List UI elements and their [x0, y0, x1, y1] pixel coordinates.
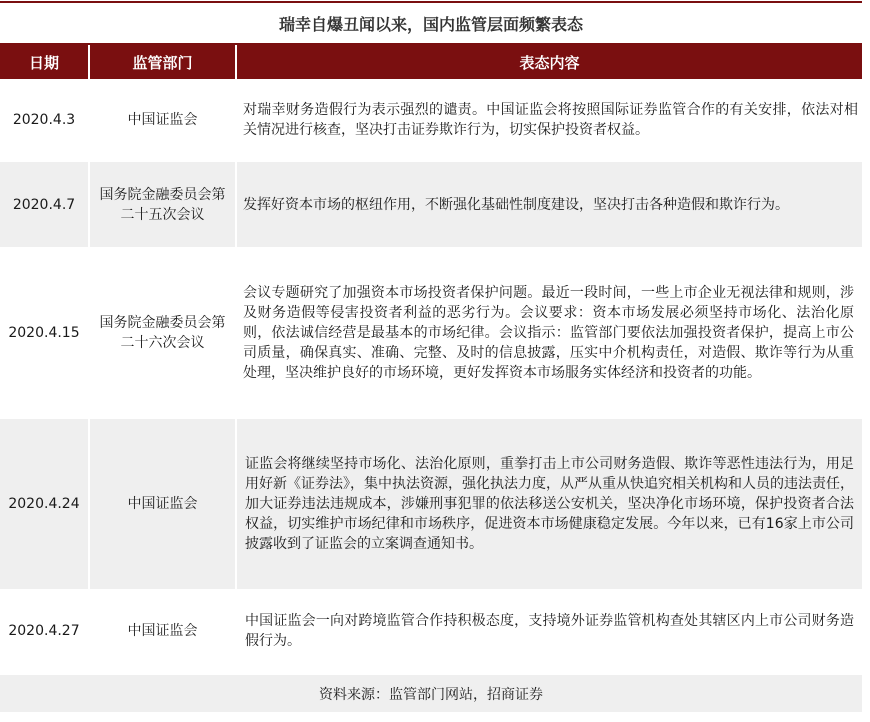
- row-content: 会议专题研究了加强资本市场投资者保护问题。最近一段时间，一些上市企业无视法律和规则，涉及财务造假等侵害投资者利益的恶劣行为。会议要求：资本市场发展必须坚持市场化、法治化原则，依法诚信经营是最基本的市场纪律。会议指示：监管部门要依法加强投资者保护，提高上市公司质量，确保真实、准确、完整、及时的信息披露，压实中介机构责任，对造假、欺诈等行为从重处理，坚决维护良好的市场环境，更好发挥资本市场服务实体经济和投资者的功能。: [237, 249, 862, 419]
- row-content: 对瑞幸财务造假行为表示强烈的谴责。中国证监会将按照国际证券监管合作的有关安排，依法对相关情况进行核查，坚决打击证券欺诈行为，切实保护投资者权益。: [237, 79, 862, 162]
- table-row: [0, 419, 862, 591]
- source-note: 资料来源：监管部门网站，招商证券: [0, 673, 862, 712]
- row-dept: 国务院金融委员会第二十六次会议: [90, 249, 237, 419]
- table-row: [0, 249, 862, 419]
- header-dept: 监管部门: [90, 45, 237, 79]
- row-dept: 中国证监会: [90, 79, 237, 162]
- row-date: 2020.4.15: [0, 249, 90, 419]
- table-title: 瑞幸自爆丑闻以来，国内监管层面频繁表态: [0, 1, 862, 45]
- row-content: 中国证监会一向对跨境监管合作持积极态度，支持境外证券监管机构查处其辖区内上市公司财务造假行为。: [237, 591, 862, 673]
- row-content: 证监会将继续坚持市场化、法治化原则，重拳打击上市公司财务造假、欺诈等恶性违法行为，用足用好新《证券法》，集中执法资源，强化执法力度，从严从重从快追究相关机构和人员的违法责任，加大证券违法违规成本，涉嫌刑事犯罪的依法移送公安机关，坚决净化市场环境，保护投资者合法权益，切实维护市场纪律和市场秩序，促进资本市场健康稳定发展。今年以来，已有16家上市公司披露收到了证监会的立案调查通知书。: [237, 419, 862, 591]
- row-date: 2020.4.27: [0, 591, 90, 673]
- row-date: 2020.4.7: [0, 162, 90, 249]
- row-dept: 中国证监会: [90, 591, 237, 673]
- row-date: 2020.4.3: [0, 79, 90, 162]
- row-dept: 中国证监会: [90, 419, 237, 591]
- row-content: 发挥好资本市场的枢纽作用，不断强化基础性制度建设，坚决打击各种造假和欺诈行为。: [237, 162, 862, 249]
- table-row: [0, 79, 862, 162]
- header-content: 表态内容: [237, 45, 862, 79]
- table-figure: [0, 1, 862, 712]
- statement-table: [0, 45, 862, 673]
- table-row: [0, 591, 862, 673]
- header-date: 日期: [0, 45, 90, 79]
- row-date: 2020.4.24: [0, 419, 90, 591]
- header-row: [0, 45, 862, 79]
- row-dept: 国务院金融委员会第二十五次会议: [90, 162, 237, 249]
- table-row: [0, 162, 862, 249]
